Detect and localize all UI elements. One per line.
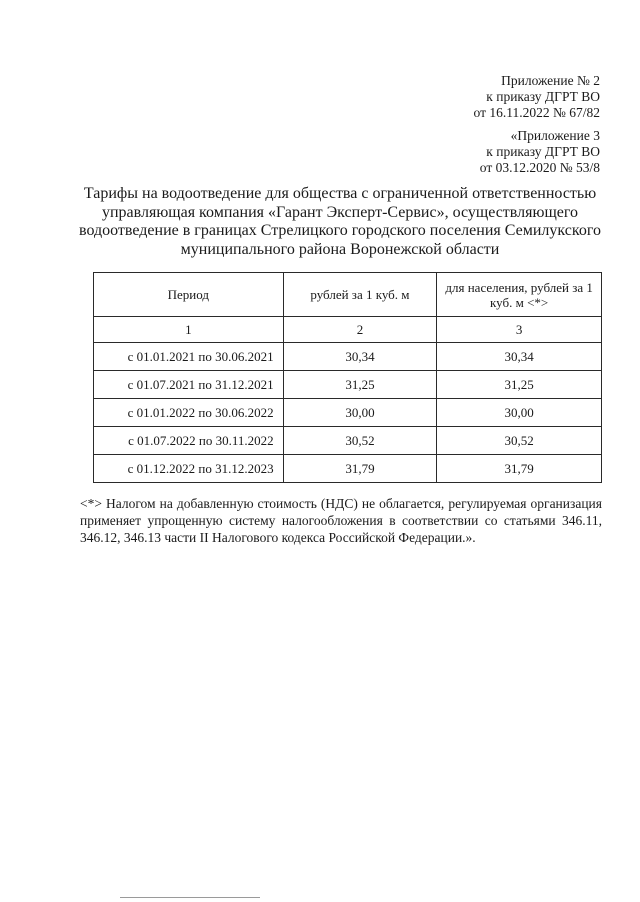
tariff-cell: 30,52	[283, 427, 437, 455]
table-row	[94, 455, 602, 483]
table-row	[94, 399, 602, 427]
table-row	[94, 343, 602, 371]
annex-current-line2: к приказу ДГРТ ВО	[486, 89, 600, 104]
annex-previous-line1: «Приложение 3	[510, 128, 600, 143]
period-cell: с 01.01.2021 по 30.06.2021	[94, 343, 284, 371]
document-title: Тарифы на водоотведение для общества с ограниченной ответственностью управляющая компания «Гарант Эксперт-Сервис», осуществляющего водоотведение в границах Стрелицкого городского поселения Семилукского муниципального района Воронежской области	[79, 185, 601, 258]
population-tariff-cell: 30,52	[437, 427, 602, 455]
header-population-tariff: для населения, рублей за 1 куб. м <*>	[437, 273, 602, 317]
period-cell: с 01.12.2022 по 31.12.2023	[94, 455, 284, 483]
table-row	[94, 427, 602, 455]
tariff-cell: 31,79	[283, 455, 437, 483]
annex-current-line1: Приложение № 2	[501, 73, 600, 88]
header-period: Период	[94, 273, 284, 317]
column-number: 2	[283, 317, 437, 343]
tariff-table	[93, 272, 602, 483]
table-column-number-row	[94, 317, 602, 343]
page-bottom-divider	[120, 897, 260, 898]
annex-previous-line2: к приказу ДГРТ ВО	[486, 144, 600, 159]
tariff-cell: 30,00	[283, 399, 437, 427]
column-number: 1	[94, 317, 284, 343]
vat-footnote: <*> Налогом на добавленную стоимость (НДС) не облагается, регулируемая организация применяет упрощенную систему налогообложения в соответствии со статьями 346.11, 346.12, 346.13 части II Налогового кодекса Российской Федерации.».	[80, 496, 602, 545]
population-tariff-cell: 31,79	[437, 455, 602, 483]
population-tariff-cell: 31,25	[437, 371, 602, 399]
population-tariff-cell: 30,00	[437, 399, 602, 427]
population-tariff-cell: 30,34	[437, 343, 602, 371]
annex-previous-reference	[480, 128, 600, 176]
annex-current-line3: от 16.11.2022 № 67/82	[473, 105, 600, 120]
period-cell: с 01.07.2022 по 30.11.2022	[94, 427, 284, 455]
table-row	[94, 371, 602, 399]
table-header-row	[94, 273, 602, 317]
annex-current-reference	[474, 73, 600, 121]
tariff-cell: 30,34	[283, 343, 437, 371]
column-number: 3	[437, 317, 602, 343]
annex-previous-line3: от 03.12.2020 № 53/8	[479, 160, 600, 175]
tariff-cell: 31,25	[283, 371, 437, 399]
period-cell: с 01.01.2022 по 30.06.2022	[94, 399, 284, 427]
period-cell: с 01.07.2021 по 31.12.2021	[94, 371, 284, 399]
header-tariff: рублей за 1 куб. м	[283, 273, 437, 317]
